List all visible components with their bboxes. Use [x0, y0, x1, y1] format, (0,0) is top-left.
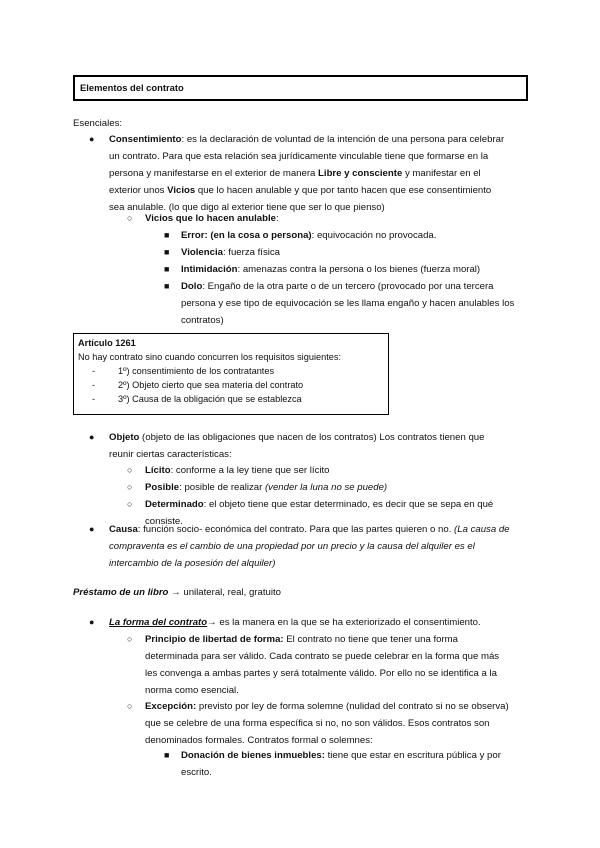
text-line: : función socio- económica del contrato. Para que las partes quieren o no. [137, 524, 455, 535]
text-line: que se celebre de una forma específica si no, no son válidos. Esos contratos son [145, 718, 490, 729]
prestamo-line [73, 584, 281, 601]
square-bullet: ■ [164, 264, 170, 274]
disc-bullet: ● [89, 524, 95, 534]
text-line: reunir ciertas características: [109, 449, 232, 460]
text-line: norma como esencial. [145, 685, 239, 696]
articulo-item [78, 378, 384, 392]
vicio-dolo [181, 278, 514, 329]
text-line: determinada para ser válido. Cada contrato se puede celebrar en la forma que más [145, 651, 500, 662]
circle-bullet: ○ [127, 499, 133, 509]
articulo-item [78, 392, 384, 406]
square-bullet: ■ [164, 281, 170, 291]
vicios-heading-text: Vicios que lo hacen anulable [145, 213, 276, 224]
articulo-title: Artículo 1261 [78, 338, 136, 348]
excepcion-paragraph [145, 698, 509, 749]
text-line: previsto por ley de forma solemne (nulidad del contrato si no se observa) [196, 701, 509, 712]
articulo-item [78, 364, 384, 378]
objeto-paragraph [109, 429, 484, 463]
text-line: sea anulable. (lo que digo al exterior tiene que ser lo que pienso) [109, 202, 385, 213]
donacion-label: Donación de bienes inmuebles: [181, 750, 325, 761]
vicios-text: Vicios [167, 185, 196, 196]
text-line: unilateral, real, gratuito [183, 587, 281, 598]
forma-line [109, 614, 481, 631]
text-line: El contrato no tiene que tener una forma [283, 634, 459, 645]
posible-example: (vender la luna no se puede) [264, 482, 388, 493]
consentimiento-paragraph [109, 131, 504, 216]
text-line: : posible de realizar [179, 482, 265, 493]
text-line: y manifestar en el [402, 168, 481, 179]
dash-marker: - [92, 366, 96, 376]
esenciales-heading: Esenciales: [73, 118, 123, 129]
excepcion-label: Excepción: [145, 701, 197, 712]
text-line: les convenga a ambas partes y será totalmente válido. Por ello no se identifica a la [145, 668, 497, 679]
arrow-glyph: → [168, 587, 184, 598]
forma-label: La forma del contrato [109, 617, 208, 628]
vicio-violencia [181, 244, 280, 261]
square-bullet: ■ [164, 247, 170, 257]
text-line: : el objeto tiene que estar determinado, es decir que se sepa en qué [203, 499, 494, 510]
articulo-item-text: 2º) Objeto cierto que sea materia del contrato [118, 380, 304, 390]
dolo-label: Dolo [181, 281, 203, 292]
text-line: (objeto de las obligaciones que nacen de los contratos) Los contratos tienen que [139, 432, 485, 443]
text-line: escrito. [181, 767, 212, 778]
principio-label: Principio de libertad de forma: [145, 634, 284, 645]
text-line: : Engaño de la otra parte o de un tercero (provocado por una tercera [202, 281, 494, 292]
error-extra: (en la cosa o persona) [207, 230, 312, 241]
licito-label: Lícito [145, 465, 171, 476]
text-line: es la manera en la que se ha exteriorizado el consentimiento. [219, 617, 481, 628]
consentimiento-label: Consentimiento [109, 134, 182, 145]
principio-paragraph [145, 631, 499, 699]
disc-bullet: ● [89, 617, 95, 627]
arrow-glyph: → [207, 617, 220, 628]
causa-label: Causa [109, 524, 138, 535]
circle-bullet: ○ [127, 213, 133, 223]
circle-bullet: ○ [127, 465, 133, 475]
vicios-heading [145, 210, 279, 227]
text-line: exterior unos [109, 185, 168, 196]
articulo-item-text: 1º) consentimiento de los contratantes [118, 366, 275, 376]
objeto-posible [145, 479, 387, 496]
text-line: : fuerza física [222, 247, 281, 258]
libre-consciente-text: Libre y consciente [318, 168, 403, 179]
square-bullet: ■ [164, 750, 170, 760]
text-line: persona y manifestarse en el exterior de manera [109, 168, 319, 179]
articulo-box [73, 333, 389, 415]
objeto-label: Objeto [109, 432, 140, 443]
intimidacion-label: Intimidación [181, 264, 238, 275]
text-line: : conforme a la ley tiene que ser lícito [170, 465, 330, 476]
square-bullet: ■ [164, 230, 170, 240]
text-line: persona y ese tipo de equivocación se les llama engaño y hacen anulables los [181, 298, 515, 309]
text-line: : es la declaración de voluntad de la intención de una persona para celebrar [181, 134, 505, 145]
objeto-licito [145, 462, 330, 479]
section-title-box [73, 75, 528, 101]
articulo-intro: No hay contrato sino cuando concurren los requisitos siguientes: [78, 352, 342, 362]
text-line: : amenazas contra la persona o los bienes (fuerza moral) [237, 264, 481, 275]
error-label: Error: [181, 230, 208, 241]
prestamo-label: Préstamo de un libro [73, 587, 169, 598]
dash-marker: - [92, 380, 96, 390]
disc-bullet: ● [89, 432, 95, 442]
page-title: Elementos del contrato [80, 82, 184, 93]
causa-example: intercambio de la posesión del alquiler) [109, 558, 276, 569]
text-line: contratos) [181, 315, 224, 326]
violencia-label: Violencia [181, 247, 223, 258]
disc-bullet: ● [89, 134, 95, 144]
text-line: : equivocación no provocada. [311, 230, 437, 241]
circle-bullet: ○ [127, 482, 133, 492]
text-line: denominados formales. Contratos formal o solemnes: [145, 735, 373, 746]
dash-marker: - [92, 394, 96, 404]
text-line: tiene que estar en escritura pública y por [324, 750, 501, 761]
posible-label: Posible [145, 482, 180, 493]
circle-bullet: ○ [127, 634, 133, 644]
causa-example: compraventa es el cambio de una propiedad por un precio y la causa del alquiler es el [109, 541, 475, 552]
vicio-error [181, 227, 436, 244]
text-line: un contrato. Para que esta relación sea jurídicamente vinculable tiene que formarse en la [109, 151, 489, 162]
donacion-paragraph [181, 747, 501, 781]
text-line: que lo hacen anulable y que por tanto hacen que ese consentimiento [195, 185, 492, 196]
determinado-label: Determinado [145, 499, 204, 510]
vicio-intimidacion [181, 261, 480, 278]
articulo-item-text: 3º) Causa de la obligación que se establezca [118, 394, 302, 404]
causa-example: (La causa de [454, 524, 510, 535]
causa-paragraph [109, 521, 510, 572]
text-line: consiste. [145, 516, 183, 527]
circle-bullet: ○ [127, 701, 133, 711]
text-line: : [275, 213, 279, 224]
